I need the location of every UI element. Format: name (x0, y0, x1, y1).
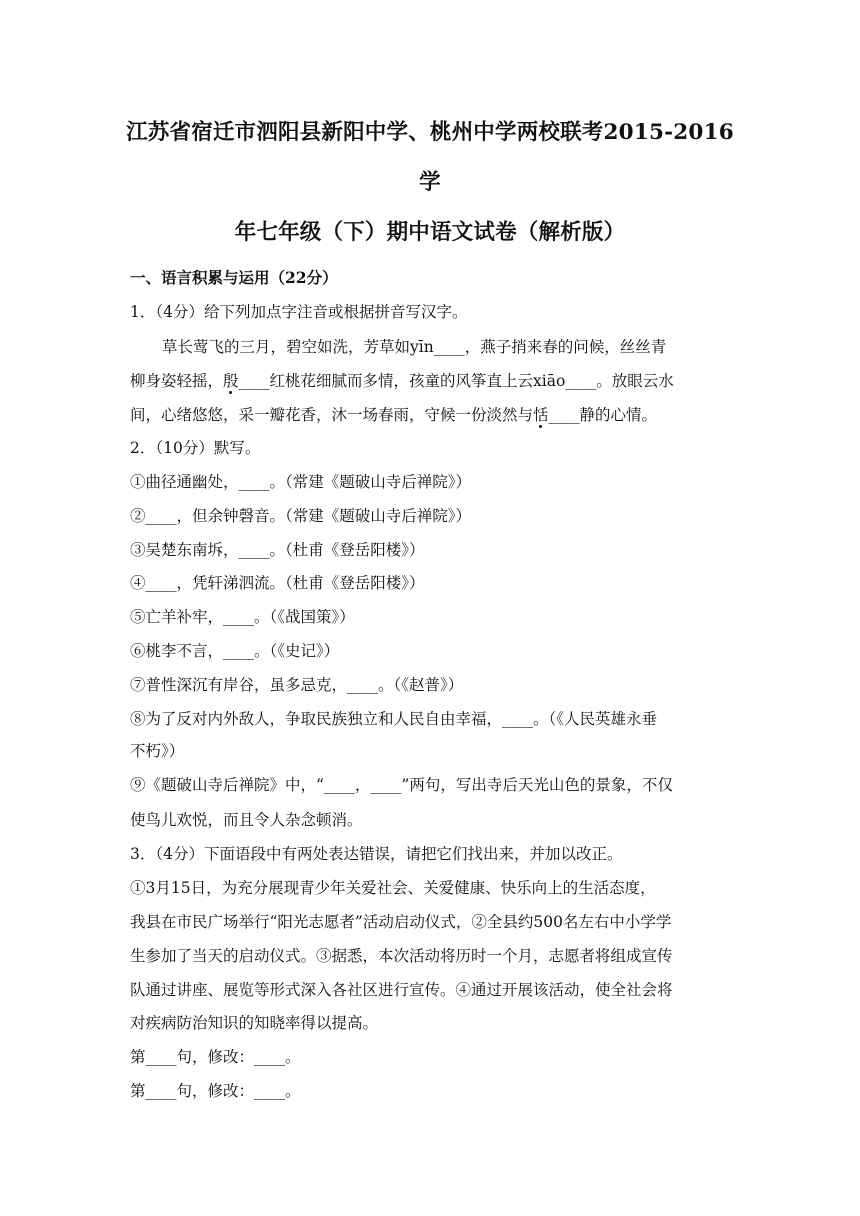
question-1-paragraph-line (130, 371, 674, 391)
text-segment: 柳身姿轻摇， (130, 372, 224, 390)
title-line-1: 江苏省宿迁市泗阳县新阳中学、桃州中学两校联考2015-2016学 (126, 120, 734, 195)
recitation-item: 不朽》） (130, 742, 185, 760)
question-3-stem: 3．（4分）下面语段中有两处表达错误，请把它们找出来，并加以改正。 (130, 845, 623, 863)
dotted-character: 殷 (223, 372, 239, 390)
question-1-stem: 1．（4分）给下列加点字注音或根据拼音写汉字。 (130, 303, 468, 321)
answer-line: 第____句，修改：____。 (130, 1048, 301, 1066)
section-heading: 一、语言积累与运用（22分） (130, 268, 338, 287)
recitation-item: ⑤亡羊补牢，____。（《战国策》） (130, 608, 355, 626)
question-2-stem: 2．（10分）默写。 (130, 439, 261, 457)
question-1-paragraph-line (130, 405, 657, 425)
recitation-item: ④____，凭轩涕泗流。（杜甫《登岳阳楼》） (130, 574, 425, 592)
text-segment: 间，心绪悠悠，采一瓣花香，沐一场春雨，守候一份淡然与 (130, 406, 534, 424)
recitation-item: ⑥桃李不言，____。（《史记》） (130, 642, 340, 660)
text-segment: ____红桃花细腻而多情，孩童的风筝直上云xiāo____。放眼云水 (238, 372, 674, 390)
question-3-passage-line: 我县在市民广场举行“阳光志愿者”活动启动仪式，②全县约500名左右中小学学 (130, 913, 672, 931)
question-3-passage-line: ①3月15日，为充分展现青少年关爱社会、关爱健康、快乐向上的生活态度， (130, 879, 656, 897)
recitation-item: 使鸟儿欢悦，而且令人杂念顿消。 (130, 811, 363, 829)
recitation-item: ②____，但余钟磬音。（常建《题破山寺后禅院》） (130, 507, 472, 525)
recitation-item: ⑧为了反对内外敌人，争取民族独立和人民自由幸福，____。（《人民英雄永垂 (130, 710, 658, 728)
text-segment: ____静的心情。 (548, 406, 658, 424)
document-title (118, 108, 742, 258)
question-3-passage-line: 对疾病防治知识的知晓率得以提高。 (130, 1014, 379, 1032)
recitation-item: ⑦普性深沉有岸谷，虽多忌克，____。（《赵普》） (130, 676, 464, 694)
question-3-passage-line: 队通过讲座、展览等形式深入各社区进行宣传。④通过开展该活动，使全社会将 (130, 981, 673, 999)
recitation-item: ①曲径通幽处，____。（常建《题破山寺后禅院》） (130, 473, 472, 491)
recitation-item: ③吴楚东南坼，____。（杜甫《登岳阳楼》） (130, 541, 425, 559)
title-line-2: 年七年级（下）期中语文试卷（解析版） (234, 220, 626, 245)
recitation-item: ⑨《题破山寺后禅院》中，“____，____”两句，写出寺后天光山色的景象，不仅 (130, 776, 673, 794)
question-1-paragraph-line: 草长莺飞的三月，碧空如洗，芳草如yīn____，燕子捎来春的问候，丝丝青 (162, 338, 667, 356)
dotted-character: 恬 (533, 406, 549, 424)
answer-line: 第____句，修改：____。 (130, 1082, 301, 1100)
question-3-passage-line: 生参加了当天的启动仪式。③据悉，本次活动将历时一个月，志愿者将组成宣传 (130, 947, 673, 965)
